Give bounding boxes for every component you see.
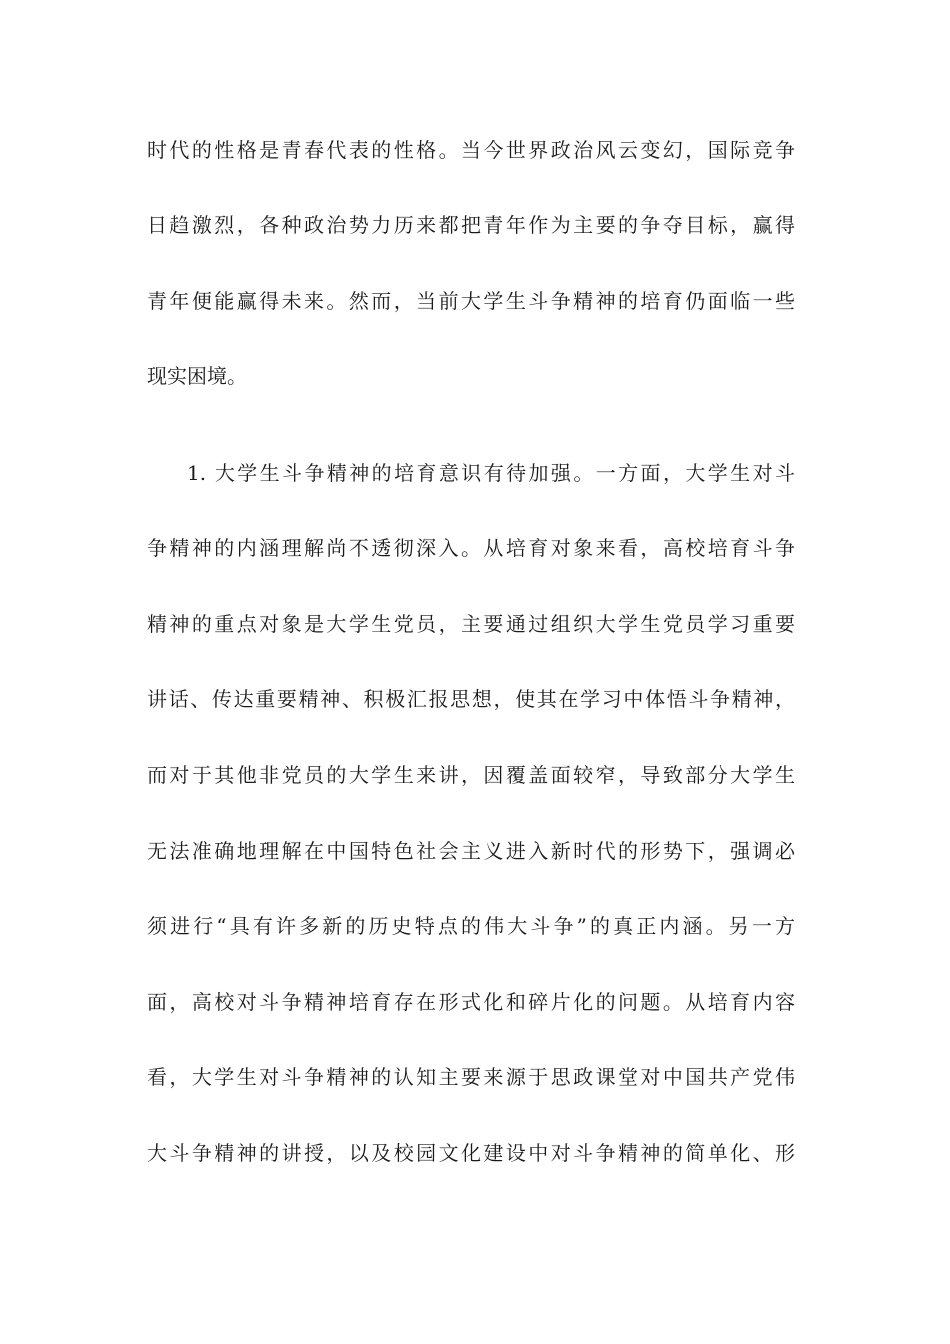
paragraph-line: 面，高校对斗争精神培育存在形式化和碎片化的问题。从培育内容	[147, 990, 795, 1014]
paragraph-line: 须进行“具有许多新的历史特点的伟大斗争”的真正内涵。另一方	[147, 914, 795, 938]
paragraph-line: 精神的重点对象是大学生党员，主要通过组织大学生党员学习重要	[147, 612, 795, 636]
paragraph-line: 看，大学生对斗争精神的认知主要来源于思政课堂对中国共产党伟	[147, 1065, 795, 1089]
paragraph-line: 青年便能赢得未来。然而，当前大学生斗争精神的培育仍面临一些	[147, 289, 795, 313]
paragraph-line: 日趋激烈，各种政治势力历来都把青年作为主要的争夺目标，赢得	[147, 213, 795, 237]
paragraph-line: 时代的性格是青春代表的性格。当今世界政治风云变幻，国际竞争	[147, 138, 795, 162]
paragraph-line: 无法准确地理解在中国特色社会主义进入新时代的形势下，强调必	[147, 839, 795, 863]
paragraph-line: 大斗争精神的讲授，以及校园文化建设中对斗争精神的简单化、形	[147, 1141, 795, 1165]
paragraph-line: 现实困境。	[147, 364, 247, 388]
paragraph-line: 而对于其他非党员的大学生来讲，因覆盖面较窄，导致部分大学生	[147, 763, 795, 787]
paragraph-line: 讲话、传达重要精神、积极汇报思想，使其在学习中体悟斗争精神，	[147, 687, 795, 711]
paragraph-line: 争精神的内涵理解尚不透彻深入。从培育对象来看，高校培育斗争	[147, 536, 795, 560]
paragraph-line: 1. 大学生斗争精神的培育意识有待加强。一方面，大学生对斗	[187, 461, 795, 485]
